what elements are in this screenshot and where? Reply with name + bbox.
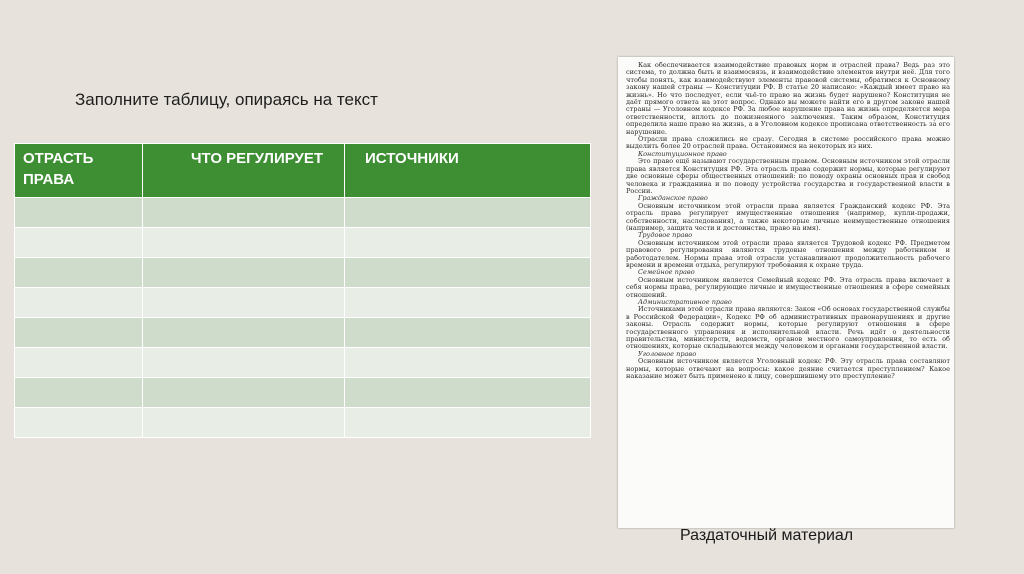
table-cell[interactable] — [143, 318, 345, 348]
handout-paragraph: Отрасли права сложились не сразу. Сегодня в системе российского права можно выделить более 20 отраслей права. Остановимся на некоторых из них. — [626, 135, 950, 151]
table-cell[interactable] — [15, 378, 143, 408]
table-row — [15, 408, 591, 438]
handout-heading: Гражданское право — [638, 194, 708, 203]
handout-page-image — [618, 57, 954, 528]
table-cell[interactable] — [143, 258, 345, 288]
table-cell[interactable] — [15, 228, 143, 258]
header-branch-of-law: ОТРАСТЬ ПРАВА — [15, 144, 143, 198]
fill-in-table — [14, 143, 591, 438]
table-row — [15, 288, 591, 318]
handout-caption: Раздаточный материал — [680, 527, 854, 544]
handout-heading: Уголовное право — [638, 349, 697, 358]
handout-paragraph: Источниками этой отрасли права являются: Закон «Об основах государственной службы в Российской Федерации», Кодекс РФ об административных правонарушениях и другие законы. Отрасль содержит нормы, которые регулируют отношения в сфере государственного управления и исполнительной власти. Речь идёт о деятельности правительства, министерств, ведомств, органов местного самоуправления, то есть об отношениях, которые складываются между человеком и органами государственной власти. — [626, 305, 950, 351]
table-cell[interactable] — [345, 288, 591, 318]
table-cell[interactable] — [345, 408, 591, 438]
handout-heading: Трудовое право — [638, 231, 693, 240]
handout-heading: Административное право — [638, 298, 732, 306]
table-header-row — [15, 144, 591, 198]
table-cell[interactable] — [345, 318, 591, 348]
table-cell[interactable] — [15, 288, 143, 318]
handout-paragraph: Основным источником этой отрасли права является Трудовой кодекс РФ. Предметом правового регулирования являются трудовые отношения между работником и работодателем. Нормы права этой отрасли устанавливают продолжительность рабочего времени и времени отдыха, регулируют требования к охране труда. — [626, 238, 950, 269]
table-row — [15, 348, 591, 378]
table-row — [15, 318, 591, 348]
table-cell[interactable] — [143, 408, 345, 438]
table-cell[interactable] — [345, 348, 591, 378]
table-cell[interactable] — [15, 198, 143, 228]
handout-paragraph: Основным источником является Уголовный кодекс РФ. Эту отрасль права составляют нормы, которые отвечают на вопросы: какое деяние считается преступлением? Какое наказание может быть применено к лицу, совершившему это преступление? — [626, 357, 950, 381]
handout-heading: Семейное право — [638, 268, 695, 277]
table-cell[interactable] — [345, 258, 591, 288]
table-cell[interactable] — [143, 378, 345, 408]
table-cell[interactable] — [345, 378, 591, 408]
table-cell[interactable] — [15, 348, 143, 378]
header-sources: ИСТОЧНИКИ — [345, 144, 591, 198]
table-cell[interactable] — [15, 258, 143, 288]
slide-title: Заполните таблицу, опираясь на текст — [75, 90, 378, 109]
table-row — [15, 378, 591, 408]
handout-heading: Конституционное право — [638, 149, 727, 158]
handout-paragraph: Это право ещё называют государственным правом. Основным источником этой отрасли права является Конституция РФ. Эта отрасль права содержит нормы, которые регулируют две основные сферы общественных отношений: по поводу охраны основных прав и свобод человека и гражданина и по поводу устройства государства и государственной власти в России. — [626, 157, 950, 195]
table-row — [15, 258, 591, 288]
table-row — [15, 198, 591, 228]
table-cell[interactable] — [15, 408, 143, 438]
table-cell[interactable] — [143, 228, 345, 258]
handout-paragraph: Основным источником этой отрасли права является Гражданский кодекс РФ. Эта отрасль права регулирует имущественные отношения (например, купли-продажи, собственности, наследования), а также некоторые личные неимущественные отношения (например, защита чести и достоинства, право на имя). — [626, 201, 950, 232]
table-cell[interactable] — [345, 198, 591, 228]
handout-text — [626, 62, 950, 380]
table-cell[interactable] — [15, 318, 143, 348]
table-cell[interactable] — [143, 288, 345, 318]
handout-paragraph: Как обеспечивается взаимодействие правовых норм и отраслей права? Ведь раз это система, то должна быть и взаимосвязь, и взаимодействие элементов внутри неё. Для того чтобы понять, как взаимодействуют элементы правовой системы, обратимся к Основному закону нашей страны — Конституции РФ. В статье 20 написано: «Каждый имеет право на жизнь». Но что последует, если чьё-то право на жизнь будет нарушено? Конституция не даёт прямого ответа на этот вопрос. Однако вы можете найти его в другом законе нашей страны — Уголовном кодексе РФ. За любое нарушение права на жизнь определяется мера ответственности, вплоть до пожизненного заключения. Таким образом, Конституция определила наше право на жизнь, а в Уголовном кодексе прописана ответственность за его нарушение. — [626, 61, 950, 136]
table-row — [15, 228, 591, 258]
handout-paragraph: Основным источником является Семейный кодекс РФ. Эта отрасль права включает в себя нормы права, регулирующие личные и имущественные отношения в сфере семейных отношений. — [626, 275, 950, 299]
table-cell[interactable] — [143, 198, 345, 228]
table-cell[interactable] — [143, 348, 345, 378]
table-cell[interactable] — [345, 228, 591, 258]
header-what-it-regulates: ЧТО РЕГУЛИРУЕТ — [143, 144, 345, 198]
